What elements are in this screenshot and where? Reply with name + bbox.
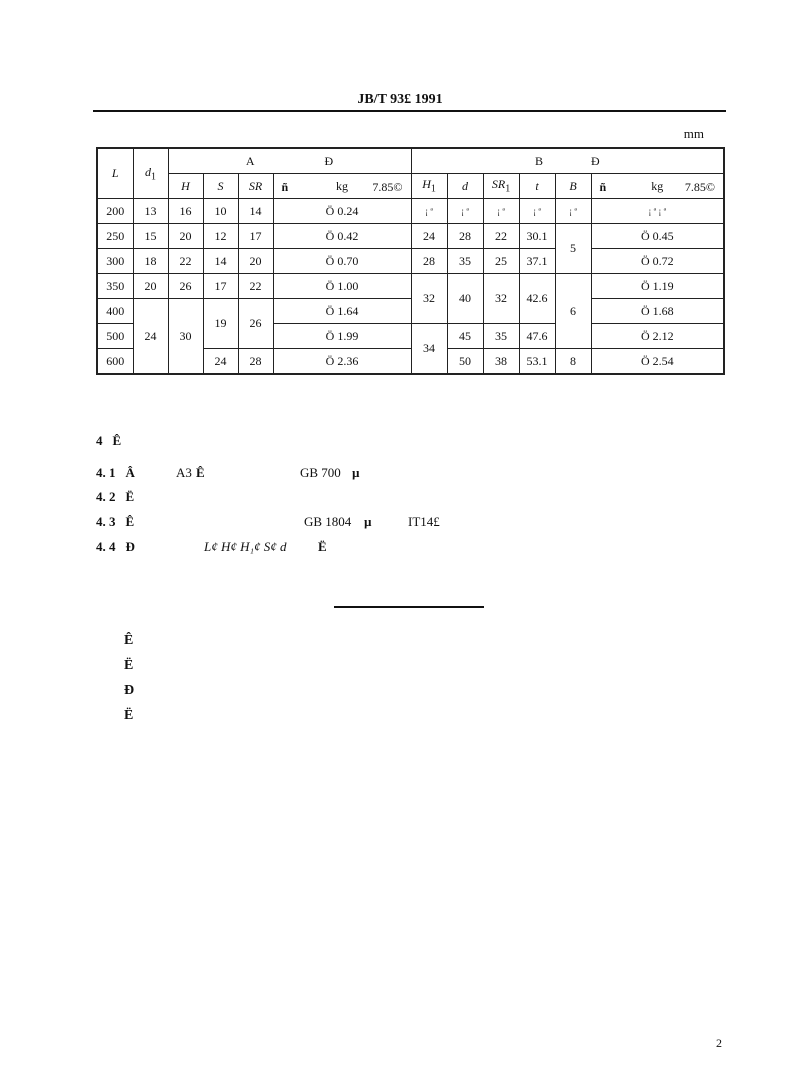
table-row: 200 13 16 10 14 Ö 0.24 ¡ ª ¡ ª ¡ ª ¡ ª ¡ ª ¡ ª ¡ ª — [97, 199, 724, 224]
garbled-line-3: Ð — [124, 683, 135, 698]
table-row: 300 18 22 14 20 Ö 0.70 28 35 25 37.1 Ö 0.72 — [97, 249, 724, 274]
page-number: 2 — [716, 1036, 722, 1050]
table-row: 500 Ö 1.99 34 45 35 47.6 Ö 2.12 — [97, 324, 724, 349]
clause-4-2: 4. 2 Ë — [96, 489, 135, 504]
col-header-H1: $H_1$ — [411, 174, 447, 199]
group-header-b: B Ð — [411, 148, 724, 174]
col-header-B: B — [555, 174, 591, 199]
table-row: 600 24 28 Ö 2.36 50 38 53.1 8 Ö 2.54 — [97, 349, 724, 375]
garbled-line-2: Ë — [124, 658, 134, 673]
col-header-S: S — [203, 174, 238, 199]
clause-4-3: 4. 3 Ê GB 1804 µ IT14£ — [96, 514, 440, 529]
col-header-weight-a: ñ 7.85© kg — [273, 174, 411, 199]
col-header-L: L — [97, 148, 133, 199]
clause-4-1: 4. 1 Â A3 Ê GB 700 µ — [96, 465, 360, 480]
col-header-weight-b: ñ 7.85© kg — [591, 174, 724, 199]
col-header-SR1: $SR_1$ — [483, 174, 519, 199]
table-row: 250 15 20 12 17 Ö 0.42 24 28 22 30.1 5 Ö 0.45 — [97, 224, 724, 249]
table-row: 350 20 26 17 22 Ö 1.00 32 40 32 42.6 6 Ö 1.19 — [97, 274, 724, 299]
unit-label: mm — [683, 126, 704, 141]
col-header-d1: $d_1$ — [133, 148, 168, 199]
table-row: 400 24 30 19 26 Ö 1.64 Ö 1.68 — [97, 299, 724, 324]
col-header-d: d — [447, 174, 483, 199]
document-header-title: JB/T 93£ 1991 — [357, 92, 443, 107]
col-header-H: H — [168, 174, 203, 199]
col-header-t: t — [519, 174, 555, 199]
header-rule — [93, 110, 726, 112]
col-header-SR: SR — [238, 174, 273, 199]
dimension-table — [96, 147, 725, 375]
section-divider — [334, 606, 484, 608]
clause-4-4: 4. 4 Ð L¢ H¢ H₁¢ S¢ d Ë — [96, 539, 327, 554]
group-header-a: A Ð — [168, 148, 411, 174]
section-title: 4 Ê — [96, 433, 122, 448]
garbled-line-4: Ë — [124, 708, 134, 723]
garbled-line-1: Ê — [124, 633, 134, 648]
